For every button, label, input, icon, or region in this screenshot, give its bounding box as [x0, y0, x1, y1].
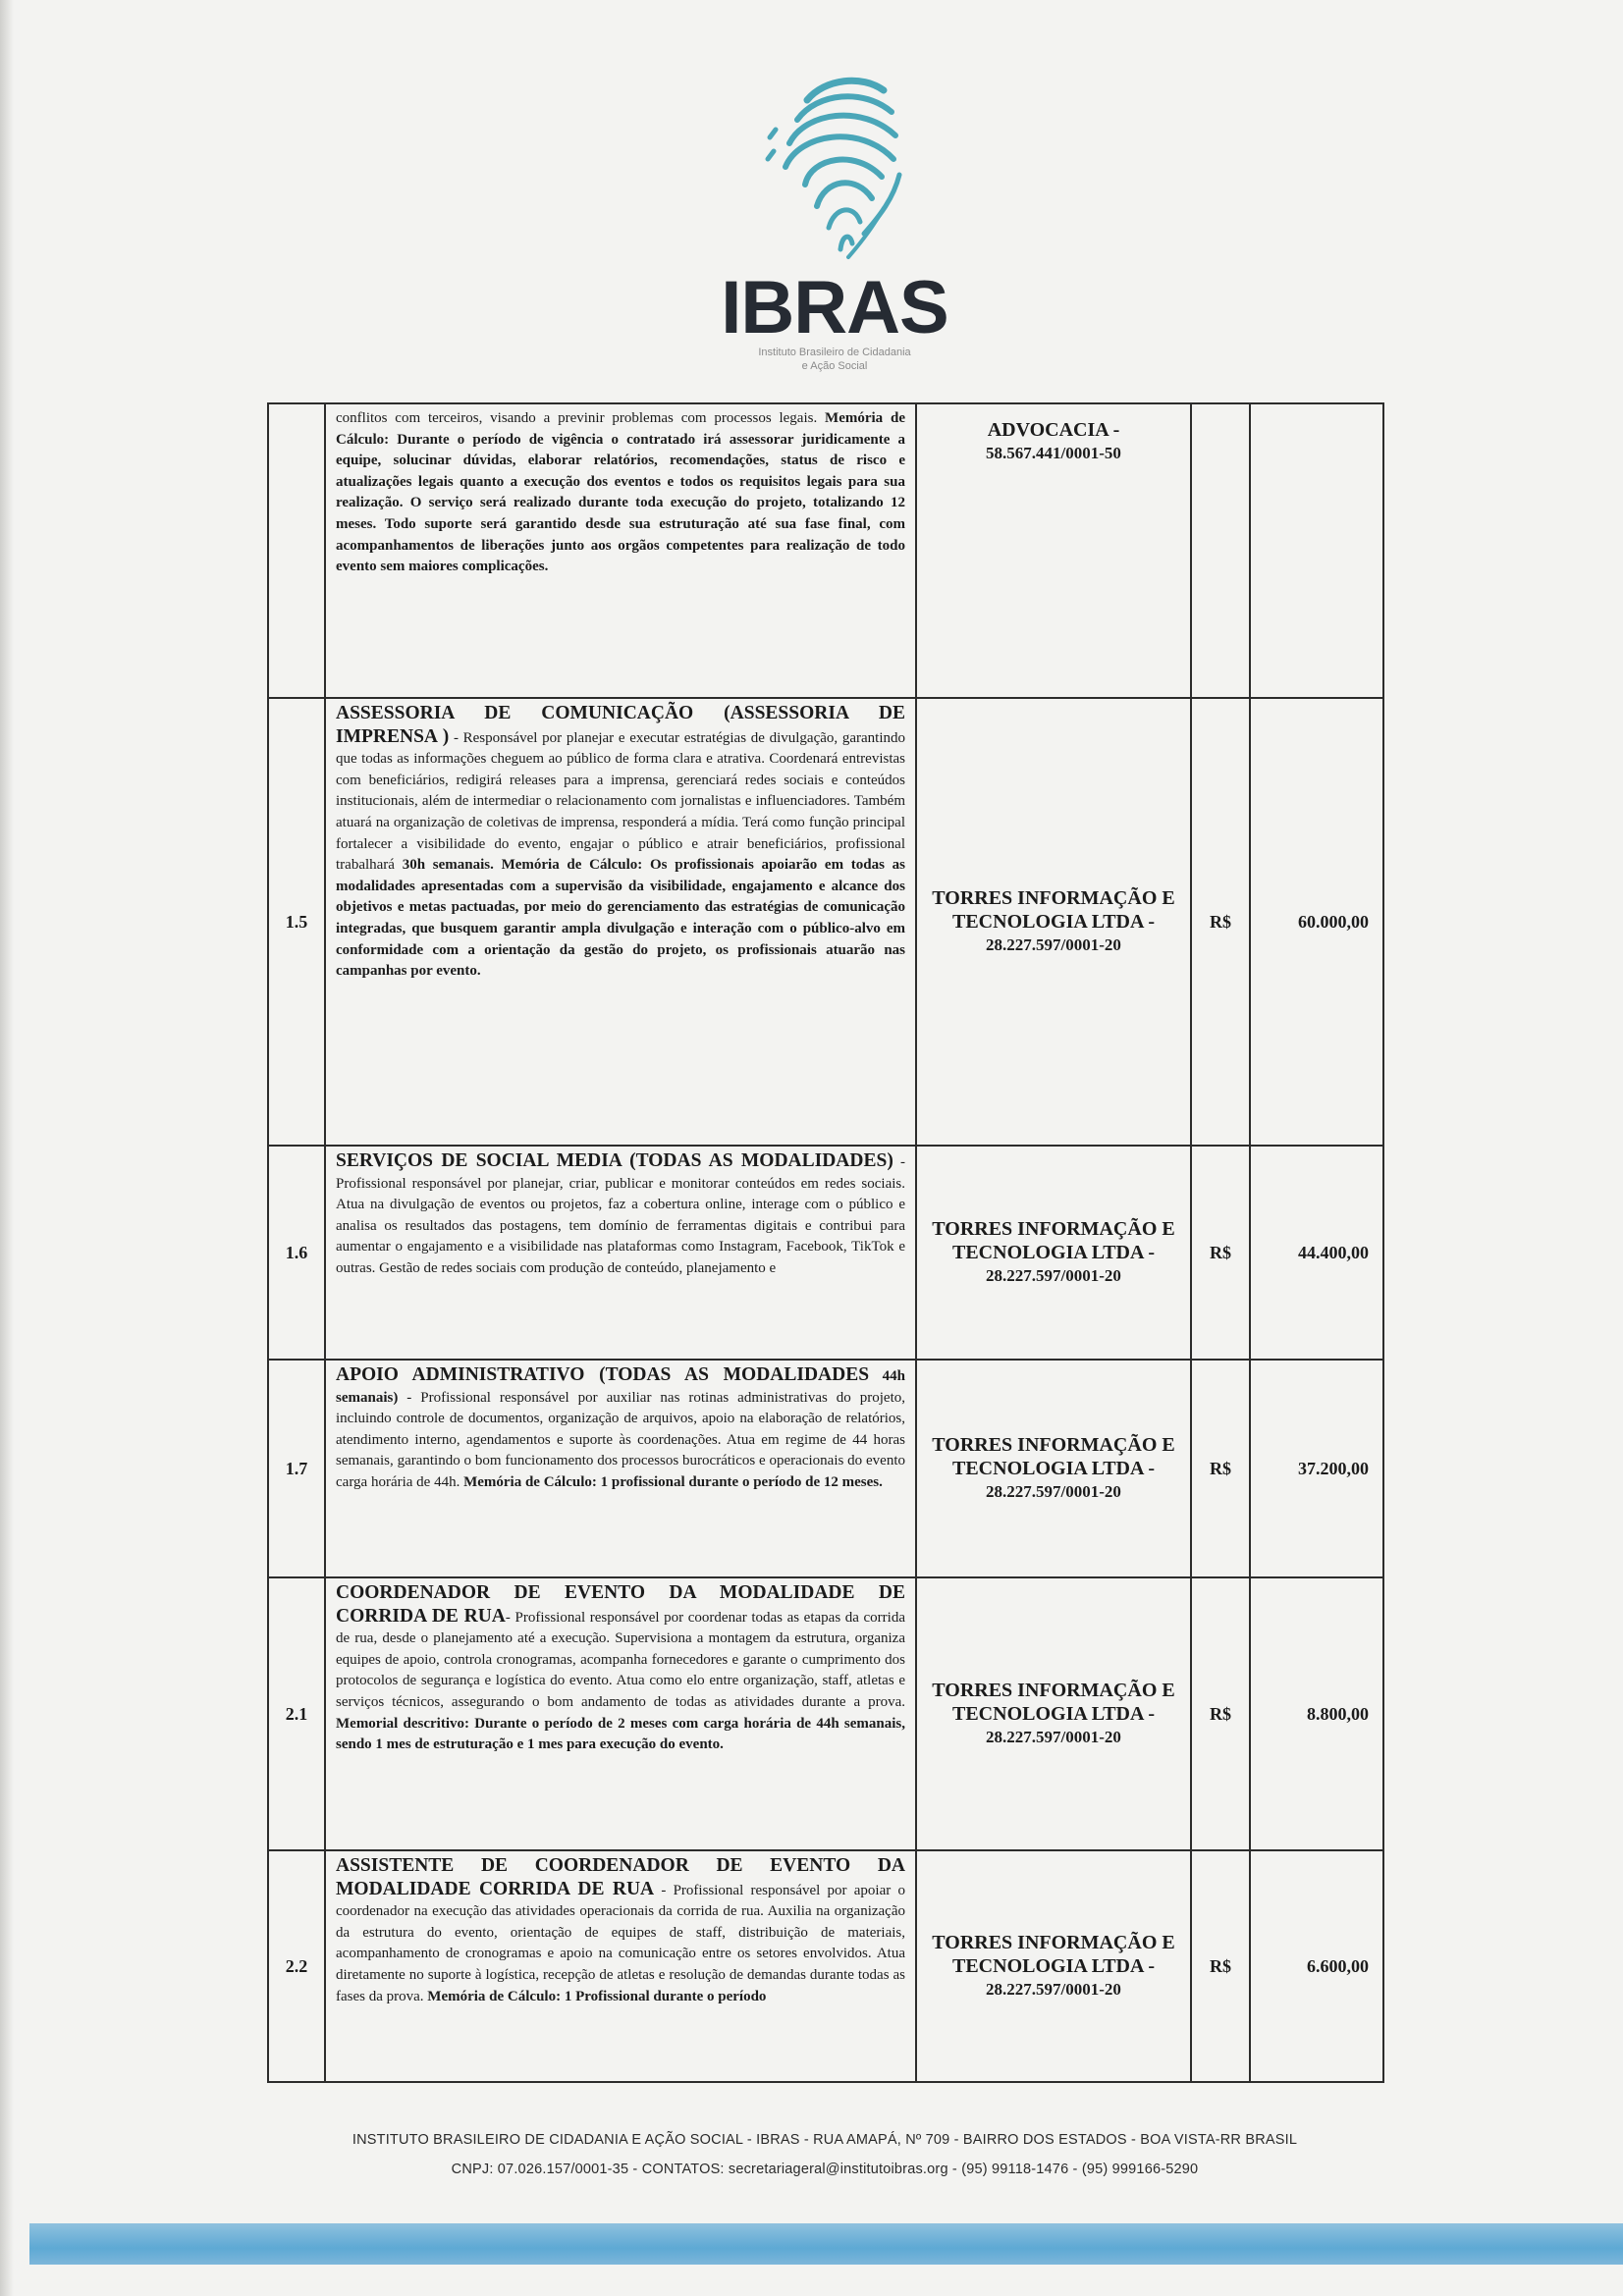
logo-subtitle-1: Instituto Brasileiro de Cidadania [758, 347, 911, 358]
supplier-name: TORRES INFORMAÇÃO E TECNOLOGIA LTDA - [932, 1434, 1175, 1479]
footer-address: INSTITUTO BRASILEIRO DE CIDADANIA E AÇÃO SOCIAL - IBRAS - RUA AMAPÁ, Nº 709 - BAIRRO DOS ESTADOS - BOA VISTA-RR BRASIL [352, 2132, 1298, 2148]
item-title-tail: 44h semanais) [336, 1368, 905, 1406]
supplier-cell [916, 698, 1191, 1146]
supplier-cell [916, 1146, 1191, 1360]
item-number: 1.5 [268, 698, 325, 1146]
logo-wordmark: IBRAS [721, 266, 948, 349]
item-description [325, 1360, 916, 1577]
supplier-cnpj: 28.227.597/0001-20 [986, 1482, 1121, 1501]
budget-table [267, 402, 1382, 2083]
item-description [325, 1577, 916, 1850]
supplier-cell [916, 1577, 1191, 1850]
supplier-cell [916, 1360, 1191, 1577]
item-number [268, 403, 325, 698]
item-number: 2.1 [268, 1577, 325, 1850]
description-text: conflitos com terceiros, visando a previnir problemas com processos legais. [336, 410, 818, 426]
supplier-cnpj: 28.227.597/0001-20 [986, 935, 1121, 954]
item-description [325, 403, 916, 698]
supplier-cell [916, 403, 1191, 698]
currency: R$ [1191, 1146, 1250, 1360]
page-footer [265, 2125, 1384, 2184]
table-row [268, 1360, 1383, 1577]
page-shadow [0, 0, 14, 2296]
calc-memory: Memorial descritivo: Durante o período de 2 meses com carga horária de 44h semanais, sendo 1 mes de estruturação e 1 mes para execução do evento. [336, 1715, 905, 1753]
description-text: - Profissional responsável por auxiliar nas rotinas administrativas do projeto, incluindo controle de documentos, organização de arquivos, apoio na elaboração de relatórios, atendimento interno, agendamentos e suporte às coordenações. Atua em regime de 44 horas semanais, garantindo o bom funcionamento dos processos burocráticos e operacionais do evento carga horária de 44h. [336, 1389, 905, 1490]
value: 6.600,00 [1250, 1850, 1383, 2082]
supplier-cnpj: 28.227.597/0001-20 [986, 1728, 1121, 1746]
description-text: - Profissional responsável por coordenar todas as etapas da corrida de rua, desde o planejamento até a execução. Supervisiona a montagem da estrutura, organiza equipes de apoio, controla cronogramas, acompanha fornecedores e garante o cumprimento dos protocolos de segurança e logística do evento. Atua como elo entre organização, staff, atletas e serviços técnicos, assegurando o bom andamento de todas as atividades durante a prova. [336, 1609, 905, 1710]
item-number: 1.7 [268, 1360, 325, 1577]
table-row [268, 1146, 1383, 1360]
currency [1191, 403, 1250, 698]
supplier-cnpj: 28.227.597/0001-20 [986, 1980, 1121, 1999]
item-description [325, 1850, 916, 2082]
calc-memory: Memória de Cálculo: 1 profissional durante o período de 12 meses. [463, 1473, 883, 1490]
item-title: APOIO ADMINISTRATIVO (TODAS AS MODALIDADES [336, 1364, 870, 1385]
supplier-cnpj: 28.227.597/0001-20 [986, 1266, 1121, 1285]
currency: R$ [1191, 1850, 1250, 2082]
table-row [268, 1577, 1383, 1850]
supplier-name: TORRES INFORMAÇÃO E TECNOLOGIA LTDA - [932, 1218, 1175, 1263]
fingerprint-map-icon [746, 61, 923, 267]
table-row [268, 403, 1383, 698]
value: 37.200,00 [1250, 1360, 1383, 1577]
supplier-name: TORRES INFORMAÇÃO E TECNOLOGIA LTDA - [932, 887, 1175, 933]
value [1250, 403, 1383, 698]
item-title: COORDENADOR DE EVENTO DA MODALIDADE DE CORRIDA DE RUA [336, 1582, 905, 1627]
item-number: 1.6 [268, 1146, 325, 1360]
description-text: - Profissional responsável por planejar, criar, publicar e monitorar conteúdos em redes sociais. Atua na divulgação de eventos ou projetos, faz a cobertura online, interage com o público e analisa os resultados das postagens, tem domínio de ferramentas digitais e contribui para aumentar o engajamento e a visibilidade nas plataformas como Instagram, Facebook, TikTok e outras. Gestão de redes sociais com produção de conteúdo, planejamento e [336, 1154, 905, 1276]
supplier-name: TORRES INFORMAÇÃO E TECNOLOGIA LTDA - [932, 1680, 1175, 1725]
item-number: 2.2 [268, 1850, 325, 2082]
value: 44.400,00 [1250, 1146, 1383, 1360]
supplier-name: ADVOCACIA - [987, 419, 1120, 441]
description-text: - Responsável por planejar e executar estratégias de divulgação, garantindo que todas as informações cheguem ao público de forma clara e atrativa. Coordenará entrevistas com beneficiários, redigirá releases para a imprensa, gerenciará redes sociais e conteúdos institucionais, além de intermediar o relacionamento com jornalistas e influenciadores. Também atuará na organização de coletivas de imprensa, responderá a mídia. Terá como função principal fortalecer a visibilidade do evento, engajar o público e atrair beneficiários, profissional trabalhará [336, 729, 905, 874]
description-text: - Profissional responsável por apoiar o coordenador na execução das atividades operacionais da corrida de rua. Auxilia na organização da estrutura do evento, orientação de equipes de staff, distribuição de materiais, acompanhamento de cronogramas e apoio na comunicação entre os setores envolvidos. Atua diretamente no suporte à logística, recepção de atletas e resolução de demandas durante todas as fases da prova. [336, 1882, 905, 2004]
calc-memory: Memória de Cálculo: 1 Profissional durante o período [427, 1988, 767, 2004]
logo-subtitle-2: e Ação Social [801, 360, 868, 372]
item-title: ASSISTENTE DE COORDENADOR DE EVENTO DA MODALIDADE CORRIDA DE RUA [336, 1855, 905, 1899]
ibras-logo [707, 61, 962, 395]
item-description [325, 698, 916, 1146]
table-row [268, 698, 1383, 1146]
item-title: SERVIÇOS DE SOCIAL MEDIA (TODAS AS MODALIDADES) [336, 1150, 893, 1171]
currency: R$ [1191, 1360, 1250, 1577]
currency: R$ [1191, 1577, 1250, 1850]
item-title: ASSESSORIA DE COMUNICAÇÃO (ASSESSORIA DE IMPRENSA ) [336, 703, 905, 747]
desc-bold-hours: 30h semanais. [402, 857, 494, 874]
item-description [325, 1146, 916, 1360]
table-row [268, 1850, 1383, 2082]
supplier-cnpj: 58.567.441/0001-50 [986, 444, 1121, 462]
supplier-name: TORRES INFORMAÇÃO E TECNOLOGIA LTDA - [932, 1932, 1175, 1977]
value: 8.800,00 [1250, 1577, 1383, 1850]
currency: R$ [1191, 698, 1250, 1146]
calc-memory: Memória de Cálculo: Durante o período de vigência o contratado irá assessorar juridicamente a equipe, solucinar dúvidas, elaborar relatórios, recomendações, status de risco e atualizações legais quanto a execução dos eventos e todos os requisitos legais para sua realização. O serviço será realizado durante toda execução do projeto, totalizando 12 meses. Todo suporte será garantido desde sua estruturação até sua fase final, com acompanhamentos de liberações junto aos orgãos competentes para realização de todo evento sem maiores complicações. [336, 410, 905, 575]
footer-band [29, 2223, 1623, 2265]
supplier-cell [916, 1850, 1191, 2082]
value: 60.000,00 [1250, 698, 1383, 1146]
calc-memory: Memória de Cálculo: Os profissionais apoiarão em todas as modalidades apresentadas com a supervisão da visibilidade, engajamento e alcance dos objetivos e metas pactuadas, por meio do gerenciamento das estratégias de comunicação integradas, que busquem garantir ampla divulgação e interação com o público-alvo em conformidade com a orientação da gestão do projeto, os profissionais atuarão nas campanhas por evento. [336, 857, 906, 980]
footer-contacts: CNPJ: 07.026.157/0001-35 - CONTATOS: secretariageral@institutoibras.org - (95) 99118-1476 - (95) 999166-5290 [451, 2162, 1199, 2177]
